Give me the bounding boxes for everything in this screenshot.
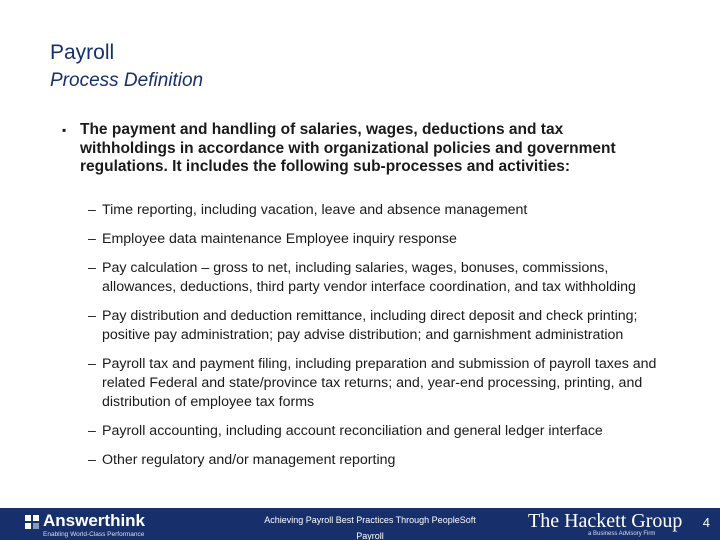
sub-process-item: – Employee data maintenance Employee inquiry response <box>88 231 457 247</box>
slide-title: Payroll <box>50 41 115 64</box>
footer-caption-line1: Achieving Payroll Best Practices Through PeopleSoft <box>264 515 476 525</box>
sub-process-text: Employee data maintenance Employee inquiry response <box>102 231 457 247</box>
sub-process-item: – Pay calculation – gross to net, including salaries, wages, bonuses, commissions, allowances, deductions, third party vendor interface coordination, and tax withholding <box>88 260 636 295</box>
sub-process-item: – Other regulatory and/or management reporting <box>88 452 396 468</box>
sub-process-text: Other regulatory and/or management reporting <box>102 452 396 468</box>
answerthink-mark-icon <box>25 515 39 529</box>
sub-process-text: Pay distribution and deduction remittance, including direct deposit and check printing; positive pay administration; pay advise distribution; and garnishment administration <box>102 308 638 343</box>
answerthink-tagline: Enabling World-Class Performance <box>43 531 145 538</box>
sub-process-item: – Time reporting, including vacation, leave and absence management <box>88 202 528 218</box>
hackett-group-logo <box>528 510 683 537</box>
sub-process-text: Time reporting, including vacation, leave and absence management <box>102 202 528 218</box>
sub-process-text: Payroll tax and payment filing, including preparation and submission of payroll taxes and related Federal and state/province tax returns; and, year-end processing, printing, and distribution of employee tax forms <box>102 356 657 410</box>
sub-process-item: – Payroll accounting, including account reconciliation and general ledger interface <box>88 423 603 439</box>
slide-subtitle: Process Definition <box>50 70 204 91</box>
sub-process-item: – Pay distribution and deduction remittance, including direct deposit and check printing; positive pay administration; pay advise distribution; and garnishment administration <box>88 308 638 343</box>
footer-caption-line2: Payroll <box>356 531 384 540</box>
hackett-group-tagline: a Business Advisory Firm <box>588 531 656 537</box>
sub-process-list <box>88 201 668 480</box>
page-number: 4 <box>702 515 710 530</box>
main-bullet <box>62 121 662 177</box>
sub-process-text: Payroll accounting, including account reconciliation and general ledger interface <box>102 423 603 439</box>
answerthink-name: Answerthink <box>43 511 146 530</box>
bullet-marker: ▪ <box>62 123 67 137</box>
footer-caption <box>230 512 510 540</box>
hackett-group-name: The Hackett Group <box>528 510 683 532</box>
sub-process-item: – Payroll tax and payment filing, including preparation and submission of payroll taxes and related Federal and state/province tax returns; and, year-end processing, printing, and distribution of employee tax forms <box>88 356 657 410</box>
footer-bar <box>0 508 720 540</box>
sub-process-text: Pay calculation – gross to net, including salaries, wages, bonuses, commissions, allowances, deductions, third party vendor interface coordination, and tax withholding <box>102 260 636 295</box>
main-bullet-text: The payment and handling of salaries, wages, deductions and tax withholdings in accordance with organizational policies and government regulations. It includes the following sub-processes and activities: <box>80 121 616 175</box>
